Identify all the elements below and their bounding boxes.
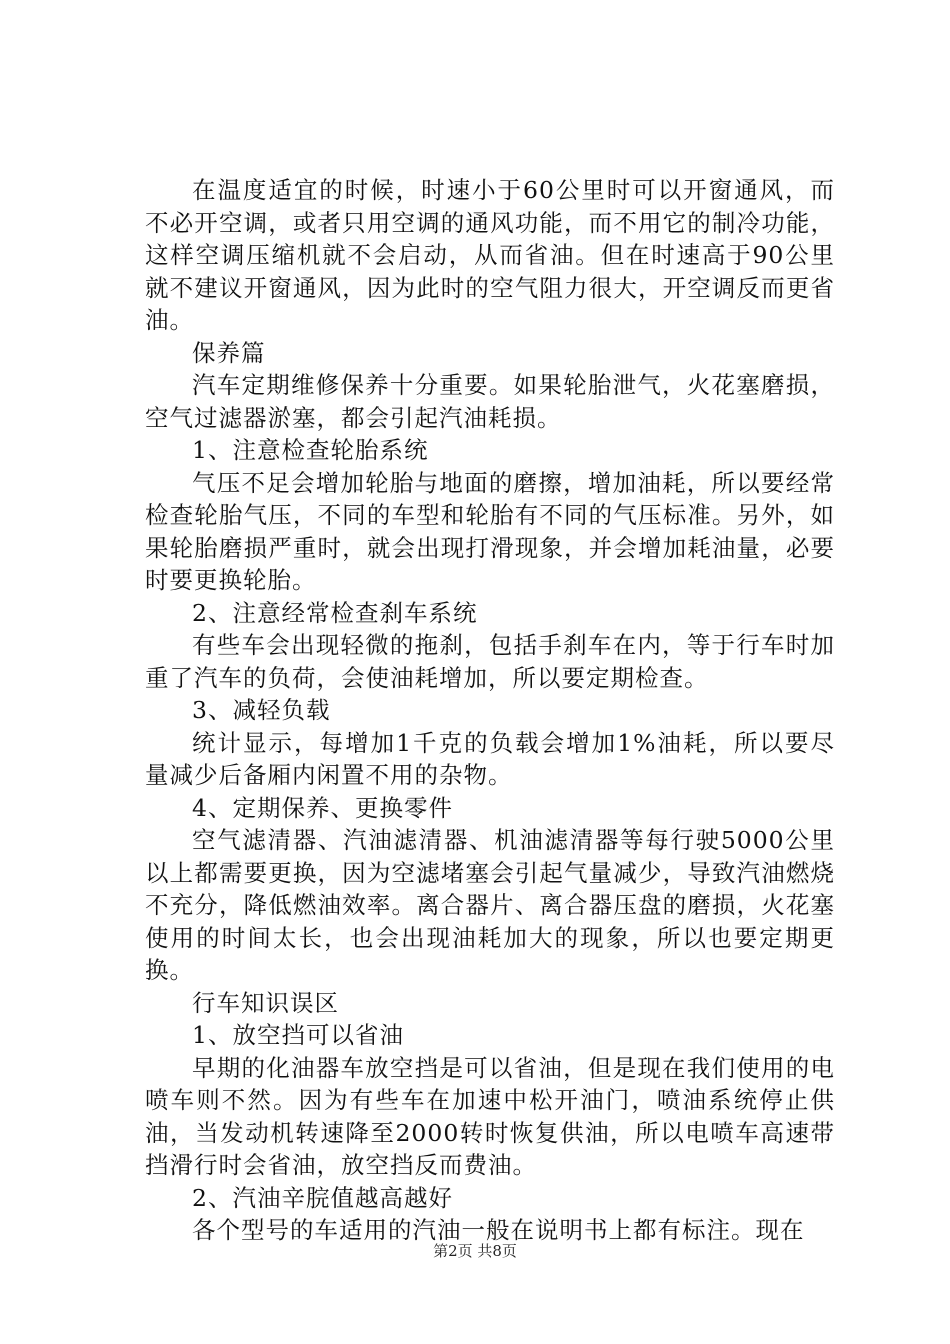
item-heading-neutral-gear: 1、放空挡可以省油 [192,1021,404,1049]
item-heading-load: 3、减轻负载 [192,696,331,724]
paragraph-parts: 空气滤清器、汽油滤清器、机油滤清器等每行驶5000公里以上都需要更换，因为空滤堵塞会引起气量减少，导致汽油燃烧不充分，降低燃油效率。离合器片、离合器压盘的磨损，火花塞使用的时间太长，也会出现油耗加大的现象，所以也要定期更换。 [145,826,835,984]
document-body [145,174,835,1247]
item-heading-tires: 1、注意检查轮胎系统 [192,436,429,464]
paragraph-neutral-gear: 早期的化油器车放空挡是可以省油，但是现在我们使用的电喷车则不然。因为有些车在加速中松开油门，喷油系统停止供油，当发动机转速降至2000转时恢复供油，所以电喷车高速带挡滑行时会省油，放空挡反而费油。 [145,1053,835,1179]
paragraph-load: 统计显示，每增加1千克的负载会增加1%油耗，所以要尽量减少后备厢内闲置不用的杂物。 [145,728,835,789]
item-heading-parts: 4、定期保养、更换零件 [192,793,453,822]
item-heading-octane: 2、汽油辛脘值越高越好 [192,1183,453,1212]
section-heading-misconceptions: 行车知识误区 [192,988,339,1017]
paragraph-octane: 各个型号的车适用的汽油一般在说明书上都有标注。现在 [192,1216,805,1244]
section-heading-maintenance: 保养篇 [192,338,266,367]
page-footer: 第2页 共8页 [433,1242,517,1260]
paragraph-maintenance-intro: 汽车定期维修保养十分重要。如果轮胎泄气，火花塞磨损，空气过滤器淤塞，都会引起汽油耗损。 [145,371,835,432]
paragraph-ac-ventilation: 在温度适宜的时候，时速小于60公里时可以开窗通风，而不必开空调，或者只用空调的通风功能，而不用它的制冷功能，这样空调压缩机就不会启动，从而省油。但在时速高于90公里就不建议开窗通风，因为此时的空气阻力很大，开空调反而更省油。 [145,176,835,334]
item-heading-brakes: 2、注意经常检查刹车系统 [192,598,478,627]
paragraph-brakes: 有些车会出现轻微的拖刹，包括手刹车在内，等于行车时加重了汽车的负荷，会使油耗增加，所以要定期检查。 [145,631,835,692]
paragraph-tires: 气压不足会增加轮胎与地面的磨擦，增加油耗，所以要经常检查轮胎气压，不同的车型和轮胎有不同的气压标准。另外，如果轮胎磨损严重时，就会出现打滑现象，并会增加耗油量，必要时要更换轮胎。 [145,468,835,594]
